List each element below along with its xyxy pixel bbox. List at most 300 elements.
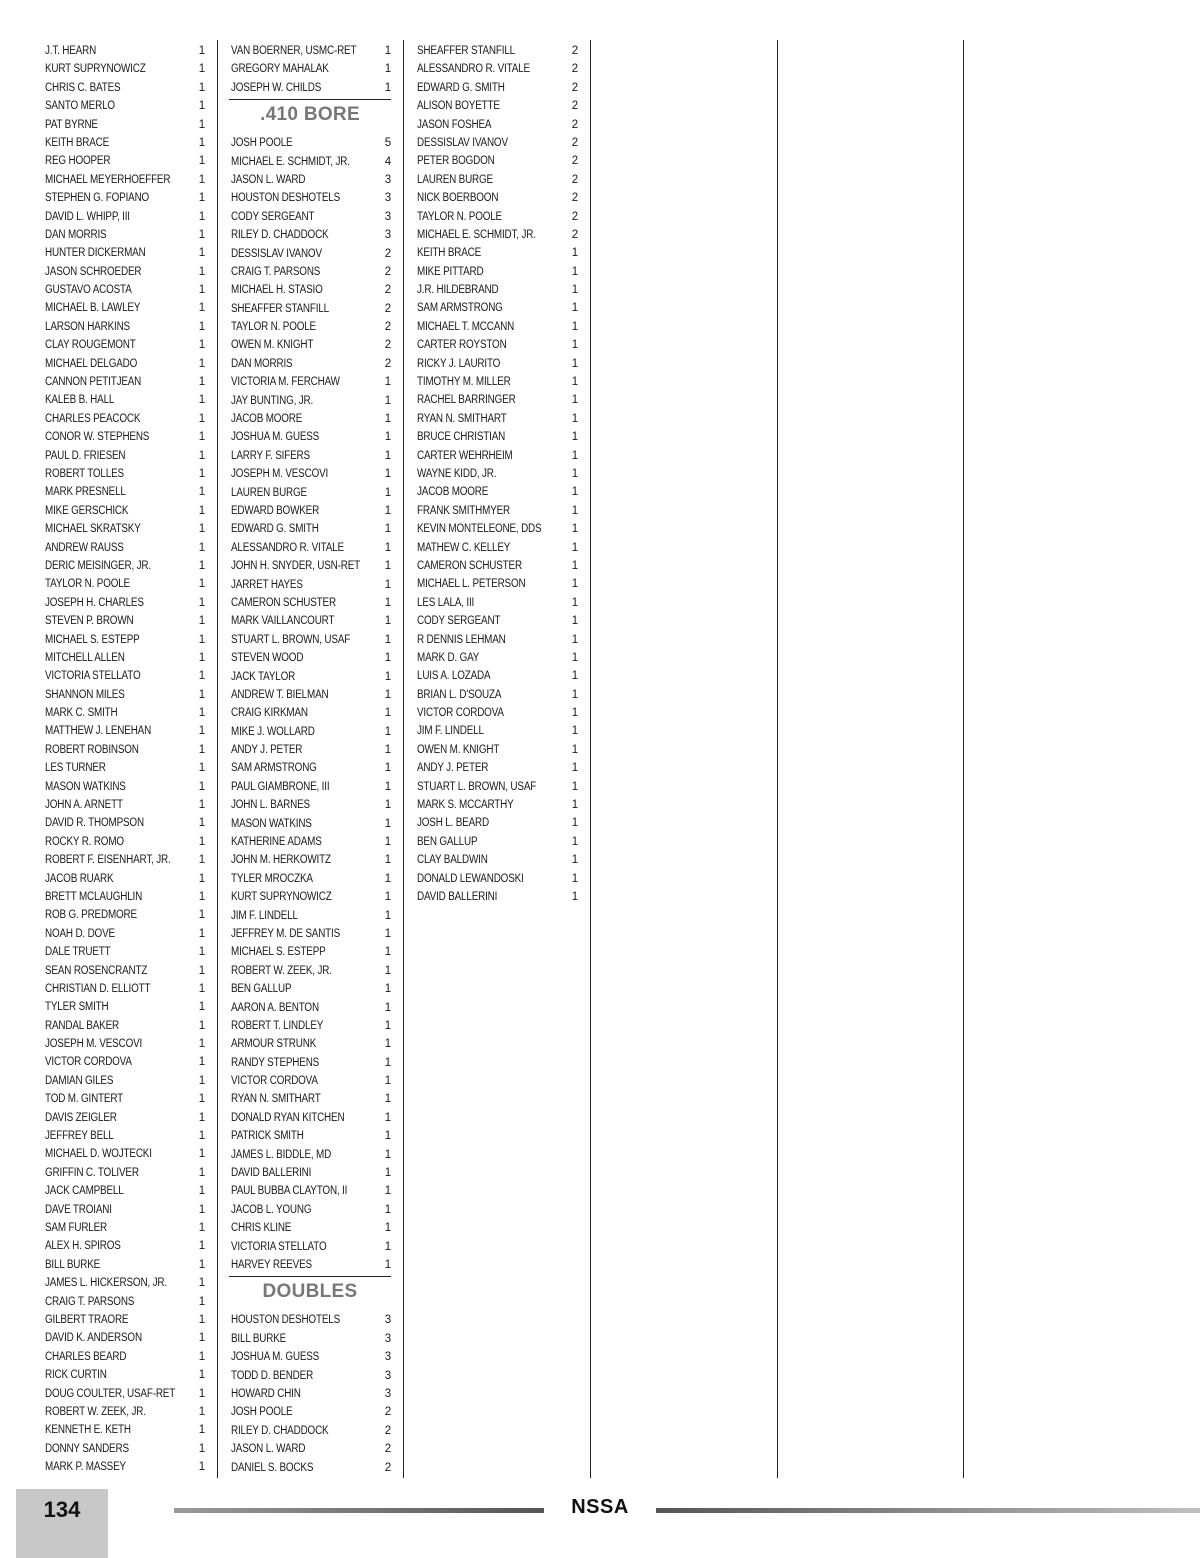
count: 1 [384, 1130, 391, 1143]
shooter-name: RACHEL BARRINGER [417, 394, 516, 407]
shooter-name: JASON SCHROEDER [45, 265, 142, 278]
list-item [42, 355, 217, 373]
shooter-name: SAM ARMSTRONG [417, 302, 503, 315]
list-item [42, 851, 217, 869]
list-item [42, 686, 217, 704]
count: 2 [571, 136, 578, 149]
count: 1 [571, 541, 578, 554]
shooter-name: KEVIN MONTELEONE, DDS [417, 523, 542, 536]
list-item [42, 612, 217, 630]
list-item [415, 116, 590, 134]
list-item [229, 1054, 403, 1072]
count: 1 [571, 578, 578, 591]
list-item [415, 208, 590, 226]
shooter-name: MATTHEW J. LENEHAN [45, 725, 152, 738]
count: 1 [198, 1130, 205, 1143]
column-2-top-list [229, 40, 403, 97]
shooter-name: NICK BOERBOON [417, 192, 499, 205]
count: 1 [384, 725, 391, 738]
shooter-name: VICTORIA M. FERCHAW [231, 376, 340, 389]
count: 1 [198, 1093, 205, 1106]
count: 2 [571, 228, 578, 241]
column-1-list [42, 40, 217, 1476]
list-item [415, 318, 590, 336]
shooter-name: ALESSANDRO R. VITALE [231, 541, 344, 554]
list-item [42, 1348, 217, 1366]
shooter-name: PAUL BUBBA CLAYTON, II [231, 1185, 348, 1198]
count: 1 [384, 376, 391, 389]
count: 1 [198, 578, 205, 591]
shooter-name: STEVEN P. BROWN [45, 615, 134, 628]
list-item [415, 152, 590, 170]
shooter-name: LES TURNER [45, 762, 106, 775]
list-item [42, 888, 217, 906]
shooter-name: TAYLOR N. POOLE [45, 578, 130, 591]
count: 1 [198, 1313, 205, 1326]
shooter-name: DAVID BALLERINI [417, 890, 498, 903]
shooter-name: MARK C. SMITH [45, 707, 118, 720]
shooter-name: MATHEW C. KELLEY [417, 541, 511, 554]
shooter-name: ROBERT W. ZEEK, JR. [45, 1405, 146, 1418]
list-item [229, 428, 403, 446]
count: 1 [198, 1295, 205, 1308]
count: 1 [384, 817, 391, 830]
list-item [229, 1164, 403, 1182]
shooter-name: RYAN N. SMITHART [417, 412, 507, 425]
list-item [42, 925, 217, 943]
list-item [415, 888, 590, 906]
count: 3 [384, 1351, 391, 1364]
list-item [229, 42, 403, 60]
shooter-name: PAT BYRNE [45, 118, 98, 131]
list-item [42, 980, 217, 998]
shooter-name: HOUSTON DESHOTELS [231, 192, 341, 205]
list-item [42, 1219, 217, 1237]
shooter-name: HUNTER DICKERMAN [45, 247, 146, 260]
page-number: 134 [43, 1497, 81, 1522]
count: 1 [571, 523, 578, 536]
shooter-name: DAVID K. ANDERSON [45, 1332, 142, 1345]
count: 2 [571, 63, 578, 76]
count: 2 [384, 1443, 391, 1456]
count: 1 [198, 486, 205, 499]
list-item [42, 226, 217, 244]
count: 1 [571, 762, 578, 775]
list-item [229, 1127, 403, 1145]
shooter-name: RANDY STEPHENS [231, 1056, 320, 1069]
shooter-name: GREGORY MAHALAK [231, 63, 329, 76]
list-item [229, 907, 403, 925]
count: 1 [198, 45, 205, 57]
count: 1 [571, 633, 578, 646]
list-item [415, 612, 590, 630]
shooter-name: DAMIAN GILES [45, 1074, 114, 1087]
count: 1 [198, 302, 205, 315]
shooter-name: DONNY SANDERS [45, 1442, 129, 1455]
shooter-name: SHEAFFER STANFILL [231, 302, 330, 315]
count: 1 [198, 1166, 205, 1179]
count: 1 [198, 467, 205, 480]
shooter-name: RYAN N. SMITHART [231, 1093, 321, 1106]
count: 1 [198, 284, 205, 297]
list-item [229, 1035, 403, 1053]
shooter-name: J.T. HEARN [45, 45, 97, 57]
list-item [42, 1421, 217, 1439]
count: 1 [198, 339, 205, 352]
list-item [229, 925, 403, 943]
list-item [42, 1109, 217, 1127]
count: 1 [198, 192, 205, 205]
shooter-name: LAUREN BURGE [417, 173, 493, 186]
count: 1 [198, 1148, 205, 1161]
shooter-name: VICTORIA STELLATO [231, 1240, 327, 1253]
shooter-name: ROCKY R. ROMO [45, 835, 124, 848]
shooter-name: JACK TAYLOR [231, 670, 296, 683]
count: 1 [198, 1442, 205, 1455]
list-item [229, 833, 403, 851]
count: 1 [384, 854, 391, 867]
count: 1 [198, 320, 205, 333]
shooter-name: CHARLES PEACOCK [45, 412, 141, 425]
shooter-name: STUART L. BROWN, USAF [231, 633, 351, 646]
count: 2 [384, 1461, 391, 1474]
shooter-name: CHRIS KLINE [231, 1222, 292, 1235]
list-item [229, 1090, 403, 1108]
list-item [42, 520, 217, 538]
shooter-name: ANDY J. PETER [417, 762, 489, 775]
list-item [42, 410, 217, 428]
list-item [415, 410, 590, 428]
shooter-name: LES LALA, III [417, 596, 475, 609]
shooter-name: DESSISLAV IVANOV [417, 136, 508, 149]
list-item [229, 502, 403, 520]
count: 1 [571, 302, 578, 315]
shooter-name: TAYLOR N. POOLE [417, 210, 502, 223]
shooter-name: SEAN ROSENCRANTZ [45, 964, 148, 977]
list-item [229, 888, 403, 906]
list-item [415, 722, 590, 740]
shooter-name: VICTOR CORDOVA [45, 1056, 132, 1069]
count: 3 [384, 1369, 391, 1382]
list-item [415, 870, 590, 888]
list-item [42, 134, 217, 152]
count: 1 [198, 1038, 205, 1051]
shooter-name: BRIAN L. D'SOUZA [417, 688, 502, 701]
column-2 [229, 40, 404, 1478]
count: 1 [384, 872, 391, 885]
count: 1 [384, 1001, 391, 1014]
count: 1 [384, 394, 391, 407]
count: 1 [198, 1222, 205, 1234]
list-item [229, 1311, 403, 1329]
count: 1 [198, 1350, 205, 1363]
count: 1 [198, 688, 205, 701]
count: 1 [384, 964, 391, 977]
list-item [42, 704, 217, 722]
count: 1 [571, 872, 578, 885]
count: 1 [198, 762, 205, 775]
list-item [42, 1127, 217, 1145]
count: 1 [198, 265, 205, 278]
list-item [229, 741, 403, 759]
list-item [415, 263, 590, 281]
list-item [229, 1367, 403, 1385]
shooter-name: CODY SERGEANT [231, 210, 315, 223]
list-item [42, 759, 217, 777]
list-item [42, 1164, 217, 1182]
count: 1 [198, 799, 205, 812]
shooter-name: JAMES L. BIDDLE, MD [231, 1148, 332, 1161]
list-item [229, 1219, 403, 1237]
shooter-name: DAVID BALLERINI [231, 1167, 312, 1180]
list-item [42, 373, 217, 391]
count: 1 [198, 890, 205, 903]
shooter-name: JOHN A. ARNETT [45, 799, 123, 812]
footer-brand: NSSA [571, 1496, 629, 1518]
count: 1 [198, 63, 205, 76]
list-item [229, 1201, 403, 1219]
shooter-name: JACOB MOORE [417, 486, 489, 499]
list-item [229, 704, 403, 722]
shooter-name: BEN GALLUP [231, 983, 292, 996]
count: 1 [571, 854, 578, 867]
shooter-name: DAVID L. WHIPP, III [45, 210, 130, 223]
list-item [229, 1459, 403, 1477]
shooter-name: CARTER WEHRHEIM [417, 449, 513, 462]
list-item [42, 557, 217, 575]
shooter-name: ANDY J. PETER [231, 744, 303, 757]
shooter-name: ALEX H. SPIROS [45, 1240, 121, 1253]
page-number-box [16, 1489, 108, 1558]
shooter-name: ALESSANDRO R. VITALE [417, 63, 530, 76]
shooter-name: PATRICK SMITH [231, 1130, 304, 1143]
count: 1 [384, 486, 391, 499]
shooter-name: HOWARD CHIN [231, 1387, 301, 1400]
list-item [229, 171, 403, 189]
list-item [42, 79, 217, 97]
shooter-name: SAM ARMSTRONG [231, 762, 317, 775]
count: 1 [198, 725, 205, 738]
shooter-name: CHARLES BEARD [45, 1350, 127, 1363]
list-item [415, 42, 590, 60]
list-item [229, 208, 403, 226]
count: 1 [198, 1240, 205, 1253]
shooter-name: EDWARD G. SMITH [231, 523, 319, 536]
shooter-name: DONALD LEWANDOSKI [417, 872, 524, 885]
count: 1 [384, 1056, 391, 1069]
count: 1 [198, 136, 205, 149]
count: 2 [571, 81, 578, 94]
shooter-name: LARSON HARKINS [45, 320, 130, 333]
count: 1 [571, 431, 578, 444]
shooter-name: CHRIS C. BATES [45, 81, 121, 94]
shooter-name: DAN MORRIS [231, 357, 293, 370]
shooter-name: VICTOR CORDOVA [417, 707, 504, 720]
count: 1 [384, 1093, 391, 1106]
list-item [415, 649, 590, 667]
list-item [42, 1237, 217, 1255]
count: 1 [384, 1019, 391, 1032]
list-item [229, 1238, 403, 1256]
shooter-name: KEITH BRACE [45, 136, 110, 149]
list-item [42, 1403, 217, 1421]
shooter-name: TAYLOR N. POOLE [231, 321, 316, 334]
list-item [229, 1256, 403, 1274]
list-item [229, 778, 403, 796]
shooter-name: RILEY D. CHADDOCK [231, 1424, 329, 1437]
shooter-name: REG HOOPER [45, 155, 111, 168]
shooter-name: EDWARD G. SMITH [417, 81, 505, 94]
shooter-name: KENNETH E. KETH [45, 1424, 131, 1437]
list-item [229, 484, 403, 502]
list-item [42, 1145, 217, 1163]
shooter-name: MICHAEL T. MCCANN [417, 320, 515, 333]
count: 1 [384, 1075, 391, 1088]
shooter-name: ROBERT T. LINDLEY [231, 1019, 324, 1032]
count: 1 [571, 449, 578, 462]
list-item [229, 870, 403, 888]
shooter-name: R DENNIS LEHMAN [417, 633, 506, 646]
count: 4 [384, 155, 391, 168]
count: 3 [384, 210, 391, 223]
count: 1 [571, 799, 578, 812]
shooter-name: MICHAEL MEYERHOEFFER [45, 173, 171, 186]
shooter-name: KURT SUPRYNOWICZ [231, 891, 332, 904]
count: 3 [384, 1387, 391, 1400]
shooter-name: MICHAEL E. SCHMIDT, JR. [231, 155, 350, 168]
count: 1 [198, 228, 205, 241]
count: 1 [384, 891, 391, 904]
shooter-name: TYLER MROCZKA [231, 872, 313, 885]
count: 1 [198, 1185, 205, 1198]
count: 3 [384, 192, 391, 205]
count: 3 [384, 173, 391, 186]
list-item [42, 1017, 217, 1035]
count: 1 [571, 265, 578, 278]
list-item [415, 704, 590, 722]
shooter-name: MARK VAILLANCOURT [231, 615, 335, 628]
shooter-name: MICHAEL B. LAWLEY [45, 302, 141, 315]
count: 1 [198, 1369, 205, 1382]
count: 1 [571, 725, 578, 738]
list-item [42, 722, 217, 740]
list-item [229, 355, 403, 373]
count: 1 [198, 615, 205, 628]
list-item [42, 870, 217, 888]
count: 1 [571, 412, 578, 425]
list-item [415, 134, 590, 152]
count: 1 [384, 523, 391, 536]
count: 1 [198, 780, 205, 793]
list-item [42, 1053, 217, 1071]
list-item [229, 1422, 403, 1440]
list-item [415, 465, 590, 483]
count: 1 [384, 670, 391, 683]
count: 1 [571, 376, 578, 389]
shooter-name: CANNON PETITJEAN [45, 376, 142, 389]
count: 1 [198, 1001, 205, 1014]
shooter-name: BRUCE CHRISTIAN [417, 431, 506, 444]
count: 1 [198, 1332, 205, 1345]
list-item [42, 318, 217, 336]
shooter-name: DANIEL S. BOCKS [231, 1461, 314, 1474]
list-item [415, 631, 590, 649]
shooter-name: JOSHUA M. GUESS [231, 1351, 320, 1364]
shooter-name: LUIS A. LOZADA [417, 670, 491, 683]
count: 1 [384, 707, 391, 720]
section-heading-410-bore: .410 BORE [229, 99, 391, 134]
count: 1 [198, 100, 205, 113]
list-item [229, 962, 403, 980]
count: 1 [571, 284, 578, 297]
shooter-name: CLAY BALDWIN [417, 854, 488, 867]
shooter-name: CHRISTIAN D. ELLIOTT [45, 982, 151, 995]
count: 1 [384, 1111, 391, 1124]
shooter-name: MIKE GERSCHICK [45, 504, 129, 517]
shooter-name: VICTORIA STELLATO [45, 670, 141, 683]
count: 1 [198, 1405, 205, 1418]
shooter-name: PAUL GIAMBRONE, III [231, 780, 330, 793]
count: 1 [198, 651, 205, 664]
shooter-name: CRAIG KIRKMAN [231, 707, 308, 720]
list-item [42, 833, 217, 851]
shooter-name: JACK CAMPBELL [45, 1185, 124, 1198]
count: 1 [198, 872, 205, 885]
list-item [229, 557, 403, 575]
list-item [229, 1182, 403, 1200]
list-item [415, 502, 590, 520]
count: 1 [571, 651, 578, 664]
list-item [42, 336, 217, 354]
list-item [415, 759, 590, 777]
shooter-name: JOSHUA M. GUESS [231, 431, 320, 444]
shooter-name: TODD D. BENDER [231, 1369, 314, 1382]
count: 1 [384, 799, 391, 812]
list-item [42, 483, 217, 501]
list-item [229, 410, 403, 428]
list-item [42, 906, 217, 924]
list-item [42, 171, 217, 189]
column-1 [42, 40, 218, 1478]
shooter-name: TOD M. GINTERT [45, 1093, 124, 1106]
list-item [415, 483, 590, 501]
list-item [415, 447, 590, 465]
column-4-empty [602, 40, 778, 1478]
list-item [229, 999, 403, 1017]
shooter-name: JOSEPH M. VESCOVI [231, 468, 329, 481]
shooter-name: NOAH D. DOVE [45, 927, 115, 940]
shooter-name: CAMERON SCHUSTER [417, 559, 522, 572]
count: 1 [571, 835, 578, 848]
list-item [229, 631, 403, 649]
shooter-name: STEVEN WOOD [231, 652, 304, 665]
section-heading-doubles: DOUBLES [229, 1276, 391, 1311]
list-item [42, 281, 217, 299]
count: 2 [384, 247, 391, 260]
list-item [415, 667, 590, 685]
shooter-name: OWEN M. KNIGHT [417, 743, 500, 756]
shooter-name: PETER BOGDON [417, 155, 495, 168]
shooter-name: VICTOR CORDOVA [231, 1075, 318, 1088]
shooter-name: JOHN M. HERKOWITZ [231, 854, 331, 867]
shooter-name: CRAIG T. PARSONS [231, 265, 321, 278]
count: 2 [384, 1406, 391, 1419]
list-item [42, 1035, 217, 1053]
shooter-name: MICHAEL L. PETERSON [417, 578, 526, 591]
count: 1 [198, 596, 205, 609]
shooter-name: MARK P. MASSEY [45, 1461, 126, 1474]
shooter-name: JASON FOSHEA [417, 118, 492, 131]
